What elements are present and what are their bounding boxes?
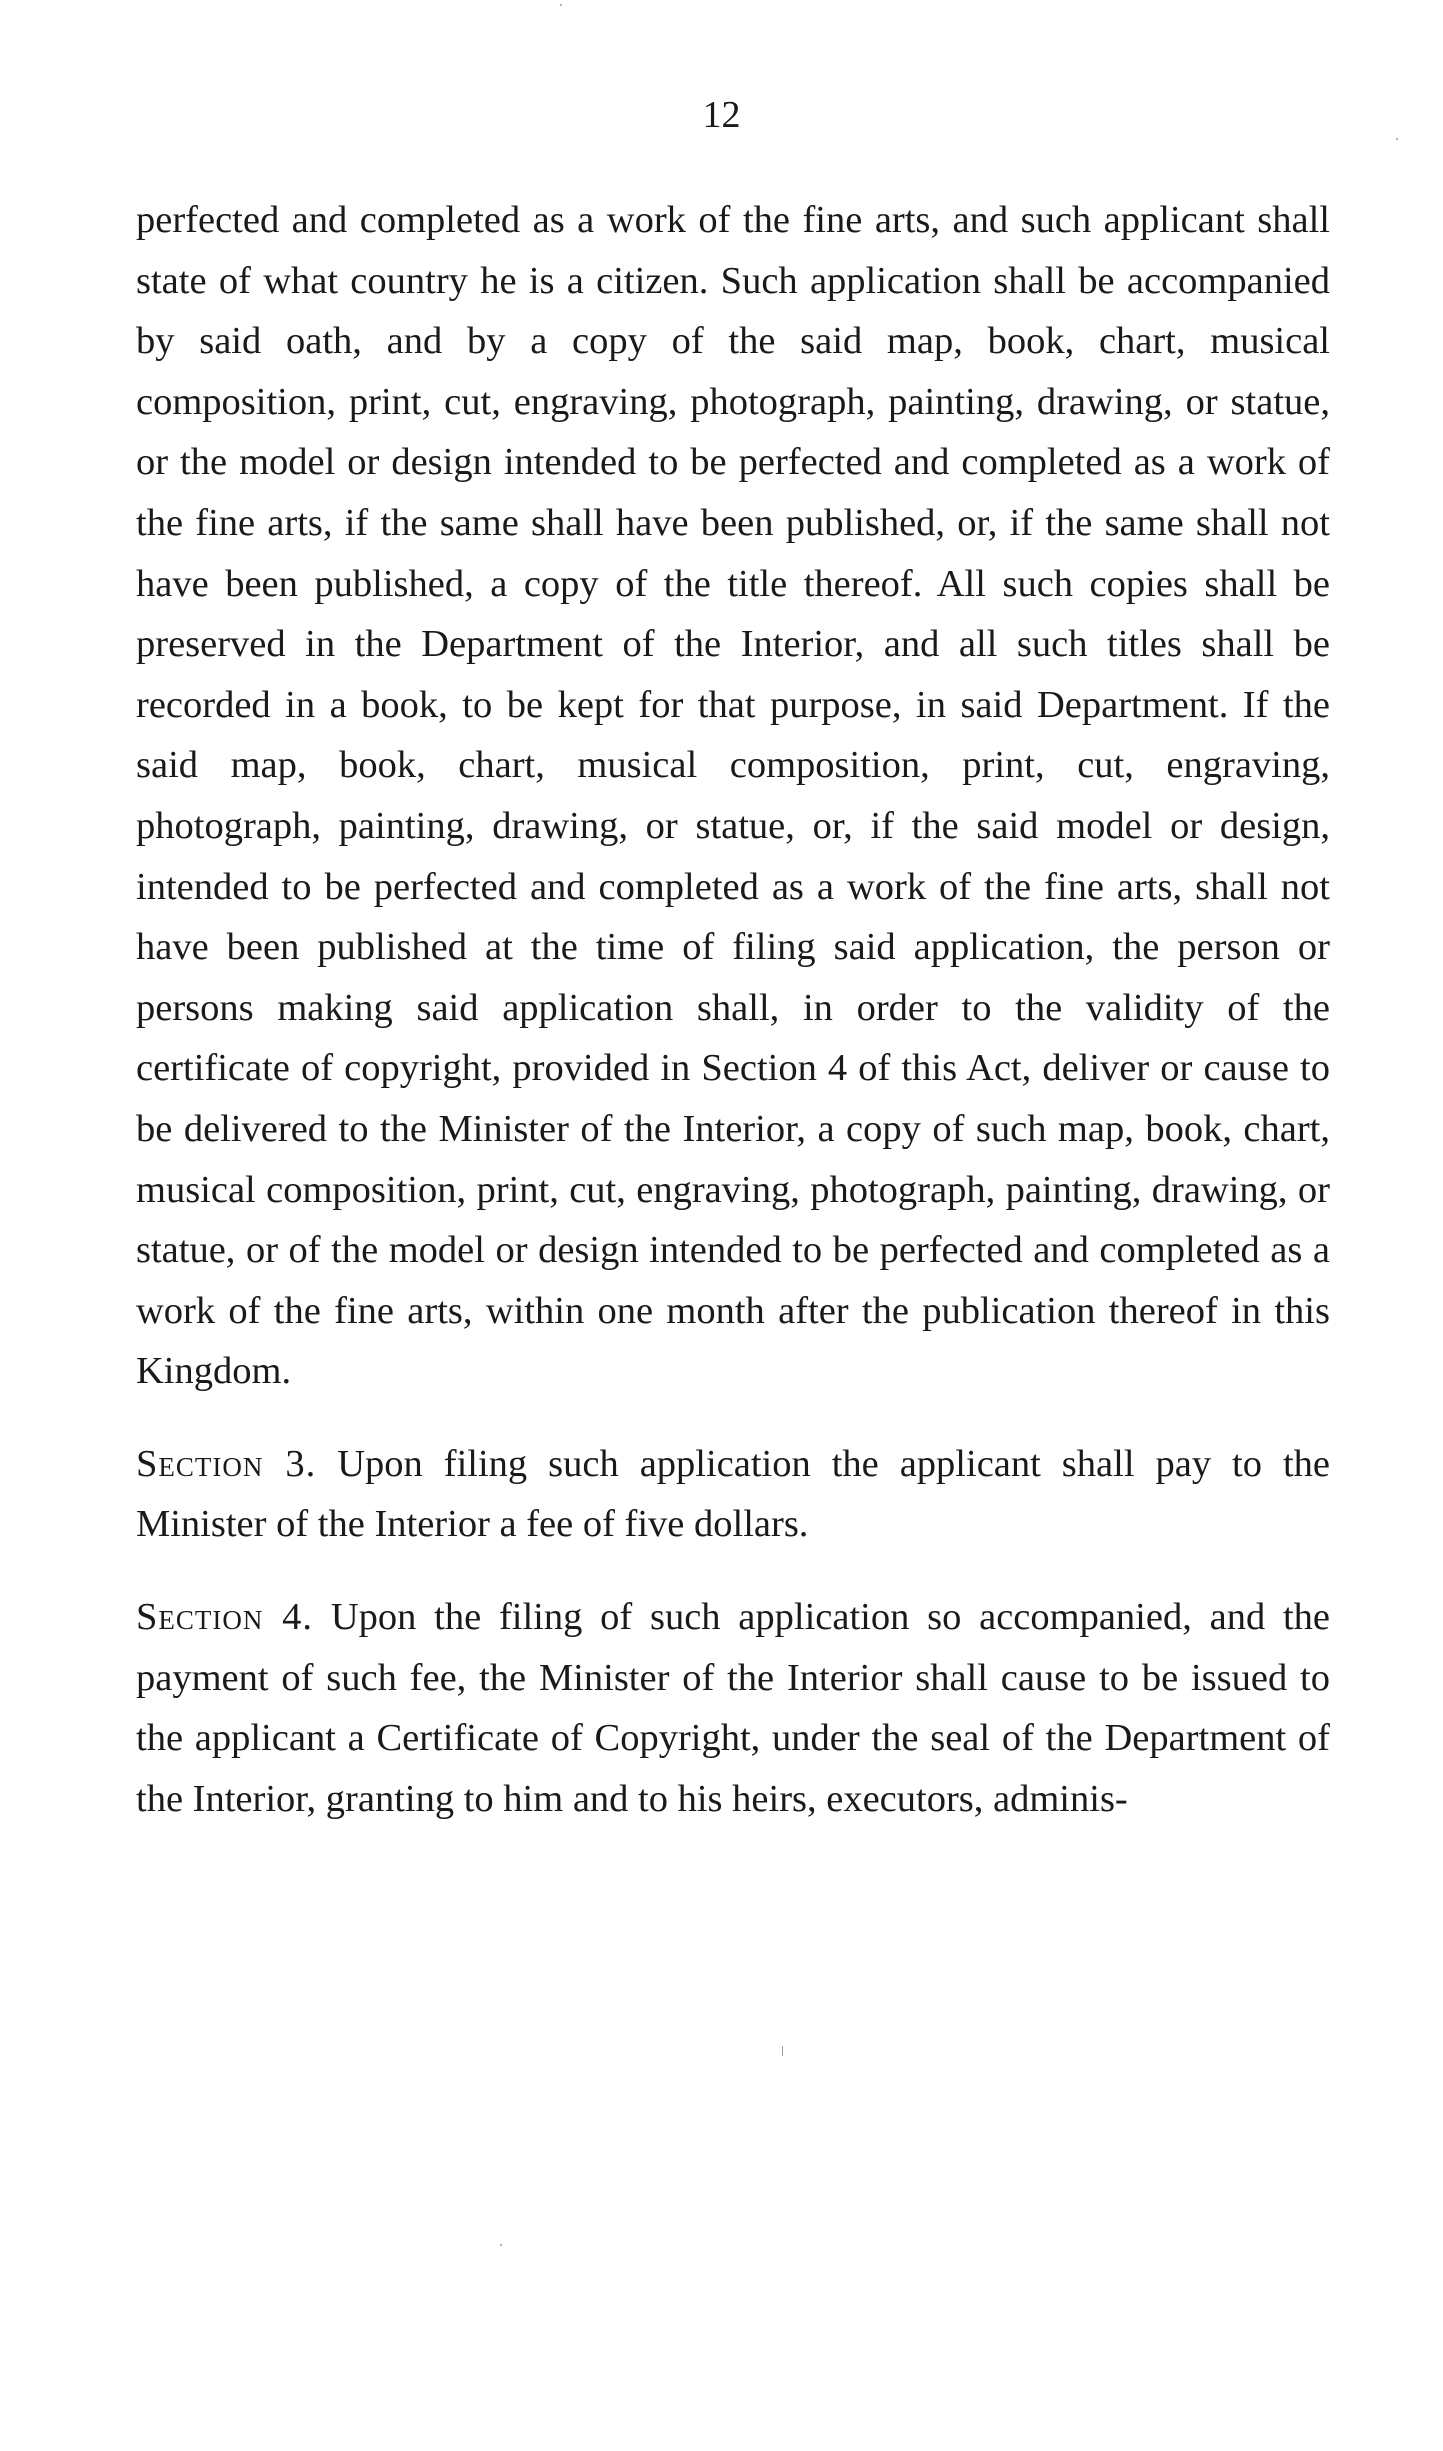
scan-speck xyxy=(1396,138,1398,140)
paragraph-text: Upon filing such application the applicant shall pay to the Minister of the Interior a fee of five dollars. xyxy=(136,1442,1330,1546)
body-text xyxy=(136,190,1330,1829)
section-label: Section 3. xyxy=(136,1442,317,1485)
paragraph-text: perfected and completed as a work of the fine arts, and such applicant shall state of what country he is a citizen. Such application shall be accompanied by said oath, and by a copy of the said map, book, chart, musical composition, print, cut, engraving, photograph, painting, drawing, or statue, or the model or design intended to be perfected and completed as a work of the fine arts, if the same shall have been published, or, if the same shall not have been published, a copy of the title thereof. All such copies shall be preserved in the Department of the Interior, and all such titles shall be recorded in a book, to be kept for that purpose, in said Department. If the said map, book, chart, musical composition, print, cut, engraving, photograph, painting, drawing, or statue, or, if the said model or design, intended to be perfected and completed as a work of the fine arts, shall not have been published at the time of filing said application, the person or persons making said application shall, in order to the validity of the certificate of copyright, provided in Section 4 of this Act, deliver or cause to be delivered to the Minister of the Interior, a copy of such map, book, chart, musical composition, print, cut, engraving, photograph, painting, drawing, or statue, or of the model or design intended to be perfected and completed as a work of the fine arts, within one month after the publication thereof in this Kingdom. xyxy=(136,199,1330,1393)
section-3-paragraph xyxy=(136,1434,1330,1555)
page-number: 12 xyxy=(702,94,741,136)
scan-speck xyxy=(560,4,562,6)
scan-speck xyxy=(782,2046,783,2056)
paragraph-text: Upon the filing of such application so accompanied, and the payment of such fee, the Minister of the Interior shall cause to be issued to the applicant a Certificate of Copyright, under the seal of the Department of the Interior, granting to him and to his heirs, executors, adminis- xyxy=(136,1596,1330,1820)
paragraph-continuation xyxy=(136,190,1330,1402)
section-4-paragraph xyxy=(136,1587,1330,1829)
section-label: Section 4. xyxy=(136,1596,314,1639)
scan-speck xyxy=(500,2244,502,2246)
